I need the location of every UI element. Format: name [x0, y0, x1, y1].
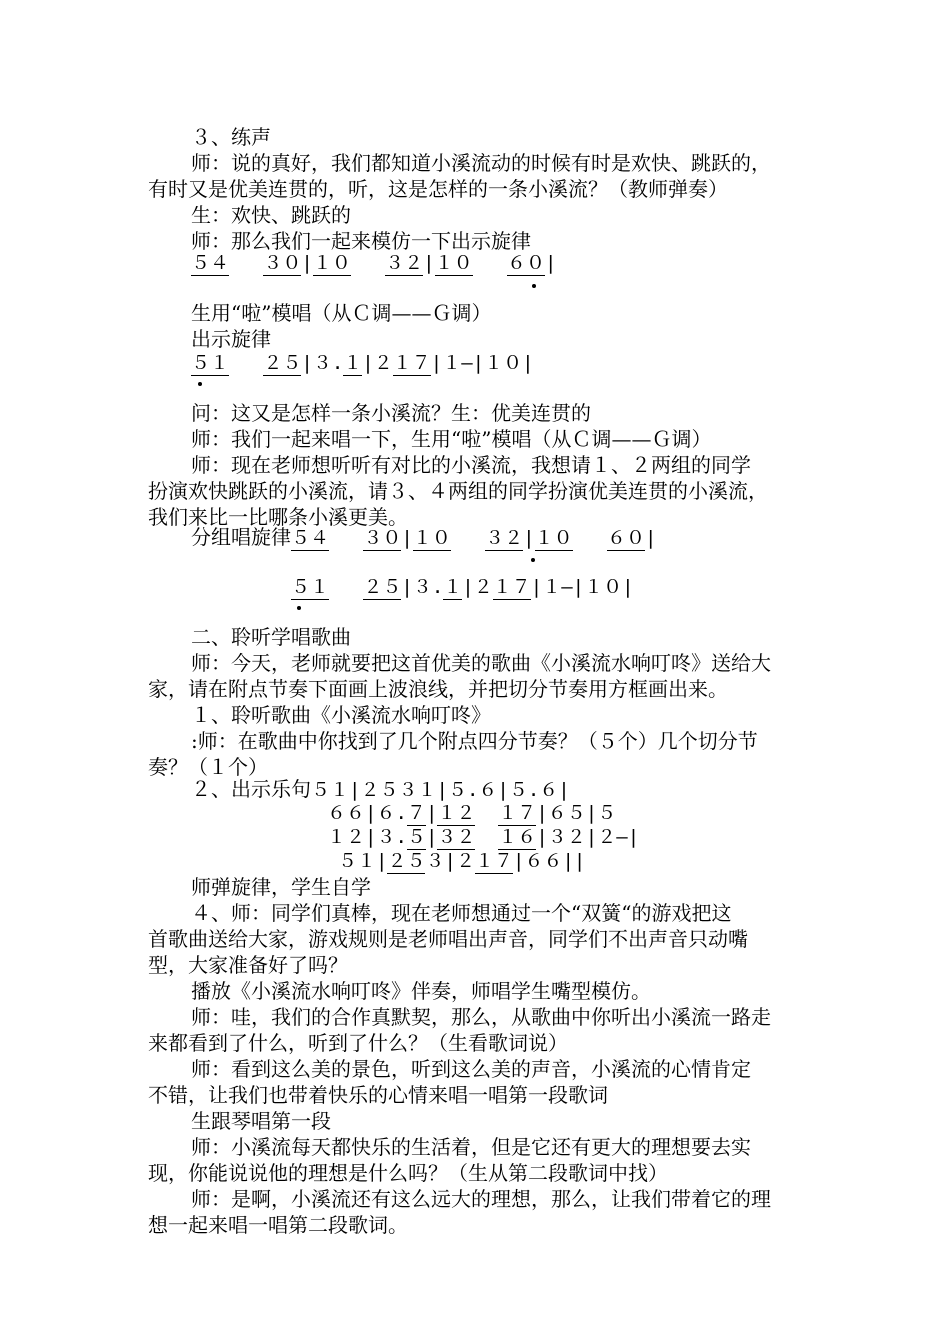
paragraph-line: 师：是啊，小溪流还有这么远大的理想，那么，让我们带着它的理 — [191, 1187, 771, 1211]
paragraph-line: 师：看到这么美的景色，听到这么美的声音，小溪流的心情肯定 — [191, 1057, 751, 1081]
paragraph-line: 师：哇，我们的合作真默契，那么，从歌曲中你听出小溪流一路走 — [191, 1005, 771, 1029]
paragraph-line: １、聆听歌曲《小溪流水响叮咚》 — [191, 703, 491, 727]
paragraph-line: 来都看到了什么，听到了什么？（生看歌词说） — [148, 1031, 568, 1055]
paragraph-line: 我们来比一比哪条小溪更美。 — [148, 505, 408, 529]
paragraph-line: ４、师：同学们真棒，现在老师想通过一个“双簧“的游戏把这 — [191, 901, 732, 925]
paragraph-line: :师：在歌曲中你找到了几个附点四分节奏？（５个）几个切分节 — [191, 729, 758, 753]
phrase-line-4: ５１|２５３|２１７|６６|| — [338, 850, 586, 872]
paragraph-line: 型，大家准备好了吗？ — [148, 953, 348, 977]
group-melody-line-1: 分组唱旋律５４ ３０|１０ ３２|１０ ６０| — [191, 525, 657, 549]
paragraph-line: 生用“啦”模唱（从Ｃ调——Ｇ调） — [191, 301, 492, 325]
low-octave-dot — [531, 558, 535, 562]
paragraph-line: 生跟琴唱第一段 — [191, 1109, 331, 1133]
low-octave-dot — [297, 606, 301, 610]
paragraph-line: 有时又是优美连贯的，听，这是怎样的一条小溪流？（教师弹奏） — [148, 177, 728, 201]
paragraph-line: 生：欢快、跳跃的 — [191, 203, 351, 227]
section-two-heading: 二、聆听学唱歌曲 — [191, 625, 351, 649]
paragraph-line: 问：这又是怎样一条小溪流？生：优美连贯的 — [191, 401, 591, 425]
phrase-line-2: ６６|６.７|１２ １７|６５|５ — [327, 802, 617, 824]
melody-line-2: ５１ ２５|３.１|２１７|１—|１０| — [191, 352, 534, 374]
paragraph-line: 现，你能说说他的理想是什么吗？（生从第二段歌词中找） — [148, 1161, 668, 1185]
paragraph-line: 师：今天，老师就要把这首优美的歌曲《小溪流水响叮咚》送给大 — [191, 651, 771, 675]
paragraph-line: 奏？（１个） — [148, 755, 268, 779]
paragraph-line: 师：现在老师想听听有对比的小溪流，我想请１、２两组的同学 — [191, 453, 751, 477]
paragraph-line: 师：那么我们一起来模仿一下出示旋律 — [191, 229, 531, 253]
phrase-line-3: １２|３.５|３２ １６|３２|２—| — [327, 826, 640, 848]
paragraph-line: 扮演欢快跳跃的小溪流，请３、４两组的同学扮演优美连贯的小溪流， — [148, 479, 768, 503]
paragraph-line: 师：说的真好，我们都知道小溪流动的时候有时是欢快、跳跃的， — [191, 151, 771, 175]
paragraph-line: 师弹旋律，学生自学 — [191, 875, 371, 899]
paragraph-line: 想一起来唱一唱第二段歌词。 — [148, 1213, 408, 1237]
paragraph-line: 师：小溪流每天都快乐的生活着，但是它还有更大的理想要去实 — [191, 1135, 751, 1159]
phrase-line-1: ２、出示乐句５１|２５３１|５.６|５.６| — [191, 777, 570, 801]
paragraph-line: 不错，让我们也带着快乐的心情来唱一唱第一段歌词 — [148, 1083, 608, 1107]
paragraph-line: 出示旋律 — [191, 327, 271, 351]
section3-heading: ３、练声 — [191, 125, 271, 149]
paragraph-line: 播放《小溪流水响叮咚》伴奏，师唱学生嘴型模仿。 — [191, 979, 651, 1003]
group-melody-line-2: ５１ ２５|３.１|２１７|１—|１０| — [291, 576, 634, 598]
low-octave-dot — [198, 382, 202, 386]
melody-line-1: ５４ ３０|１０ ３２|１０ ６０| — [191, 252, 557, 274]
paragraph-line: 师：我们一起来唱一下，生用“啦”模唱（从Ｃ调——Ｇ调） — [191, 427, 712, 451]
paragraph-line: 首歌曲送给大家，游戏规则是老师唱出声音，同学们不出声音只动嘴 — [148, 927, 748, 951]
low-octave-dot — [532, 284, 536, 288]
paragraph-line: 家，请在附点节奏下面画上波浪线，并把切分节奏用方框画出来。 — [148, 677, 728, 701]
